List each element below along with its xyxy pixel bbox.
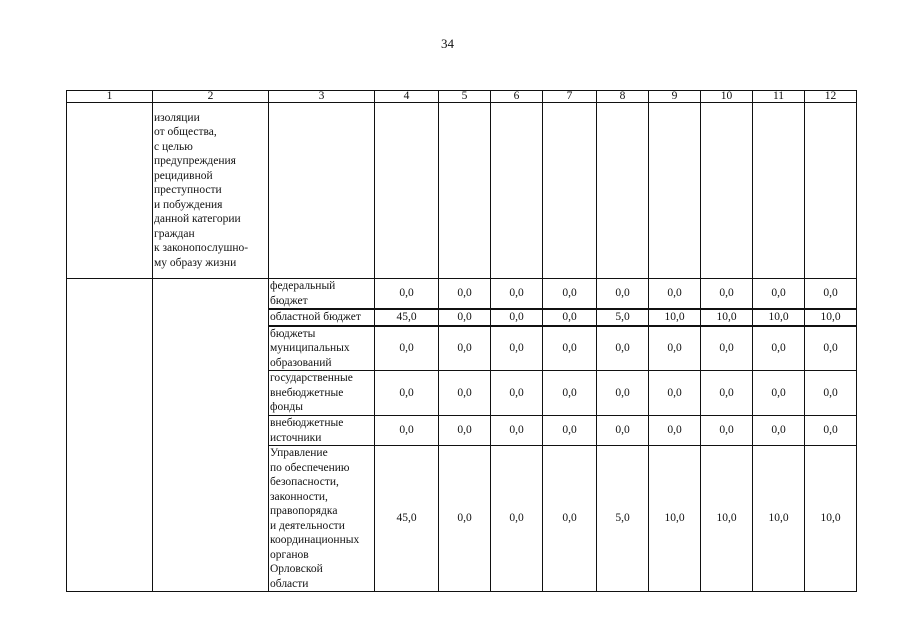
- value-cell: 5,0: [597, 446, 649, 592]
- value-cell: 0,0: [597, 371, 649, 416]
- funding-source-label: государственные внебюджетные фонды: [269, 371, 375, 416]
- header-cell: 1: [67, 91, 153, 103]
- header-cell: 3: [269, 91, 375, 103]
- table-row: [67, 103, 857, 279]
- header-cell: 9: [649, 91, 701, 103]
- table-cell: [491, 103, 543, 279]
- value-cell: 0,0: [439, 371, 491, 416]
- value-cell: 45,0: [375, 309, 439, 326]
- budget-table: [66, 90, 857, 592]
- value-cell: 0,0: [439, 326, 491, 371]
- value-cell: 0,0: [753, 416, 805, 446]
- value-cell: 0,0: [439, 309, 491, 326]
- value-cell: 0,0: [805, 371, 857, 416]
- table-cell: [375, 103, 439, 279]
- value-cell: 0,0: [753, 371, 805, 416]
- table-cell: [649, 103, 701, 279]
- responsible-executor: Управление по обеспечению безопасности, законности, правопорядка и деятельности координационных органов Орловской области: [269, 446, 375, 592]
- value-cell: 0,0: [543, 279, 597, 310]
- value-cell: 0,0: [439, 446, 491, 592]
- header-cell: 12: [805, 91, 857, 103]
- table-header-row: [67, 91, 857, 103]
- funding-source-label: бюджеты муниципальных образований: [269, 326, 375, 371]
- funding-source-label: федеральный бюджет: [269, 279, 375, 310]
- value-cell: 10,0: [649, 446, 701, 592]
- value-cell: 0,0: [753, 279, 805, 310]
- value-cell: 0,0: [543, 416, 597, 446]
- table-cell: [543, 103, 597, 279]
- value-cell: 0,0: [649, 279, 701, 310]
- header-cell: 2: [153, 91, 269, 103]
- table-cell: [753, 103, 805, 279]
- table-cell: [805, 103, 857, 279]
- value-cell: 0,0: [649, 371, 701, 416]
- value-cell: 0,0: [649, 326, 701, 371]
- value-cell: 0,0: [491, 326, 543, 371]
- value-cell: 10,0: [701, 446, 753, 592]
- value-cell: 10,0: [805, 446, 857, 592]
- value-cell: 0,0: [753, 326, 805, 371]
- value-cell: 10,0: [701, 309, 753, 326]
- value-cell: 0,0: [543, 446, 597, 592]
- table-cell: [67, 103, 153, 279]
- value-cell: 0,0: [491, 309, 543, 326]
- value-cell: 0,0: [701, 371, 753, 416]
- value-cell: 0,0: [701, 416, 753, 446]
- value-cell: 0,0: [805, 416, 857, 446]
- table-cell: [153, 279, 269, 592]
- value-cell: 0,0: [805, 279, 857, 310]
- header-cell: 10: [701, 91, 753, 103]
- value-cell: 0,0: [597, 279, 649, 310]
- page-number: 34: [441, 36, 454, 51]
- header-cell: 6: [491, 91, 543, 103]
- value-cell: 10,0: [649, 309, 701, 326]
- value-cell: 0,0: [701, 326, 753, 371]
- header-cell: 8: [597, 91, 649, 103]
- funding-source-label: областной бюджет: [269, 309, 375, 326]
- value-cell: 0,0: [375, 279, 439, 310]
- value-cell: 0,0: [543, 309, 597, 326]
- value-cell: 0,0: [543, 371, 597, 416]
- value-cell: 0,0: [701, 279, 753, 310]
- value-cell: 0,0: [491, 416, 543, 446]
- value-cell: 0,0: [597, 326, 649, 371]
- value-cell: 0,0: [805, 326, 857, 371]
- value-cell: 0,0: [543, 326, 597, 371]
- header-cell: 5: [439, 91, 491, 103]
- value-cell: 0,0: [649, 416, 701, 446]
- value-cell: 0,0: [597, 416, 649, 446]
- value-cell: 0,0: [439, 279, 491, 310]
- value-cell: 10,0: [753, 309, 805, 326]
- table-cell: [269, 103, 375, 279]
- header-cell: 11: [753, 91, 805, 103]
- value-cell: 0,0: [491, 371, 543, 416]
- value-cell: 0,0: [375, 416, 439, 446]
- funding-source-label: внебюджетные источники: [269, 416, 375, 446]
- table-row: [67, 279, 857, 310]
- value-cell: 0,0: [375, 326, 439, 371]
- header-cell: 4: [375, 91, 439, 103]
- value-cell: 45,0: [375, 446, 439, 592]
- table-cell: [597, 103, 649, 279]
- value-cell: 0,0: [491, 279, 543, 310]
- value-cell: 10,0: [753, 446, 805, 592]
- value-cell: 0,0: [375, 371, 439, 416]
- activity-description: изоляции от общества, с целью предупреждения рецидивной преступности и побуждения данной категории граждан к законопослушно- му образу жизни: [153, 103, 269, 279]
- table-cell: [67, 279, 153, 592]
- table-cell: [439, 103, 491, 279]
- value-cell: 5,0: [597, 309, 649, 326]
- value-cell: 0,0: [491, 446, 543, 592]
- value-cell: 0,0: [439, 416, 491, 446]
- value-cell: 10,0: [805, 309, 857, 326]
- table-cell: [701, 103, 753, 279]
- header-cell: 7: [543, 91, 597, 103]
